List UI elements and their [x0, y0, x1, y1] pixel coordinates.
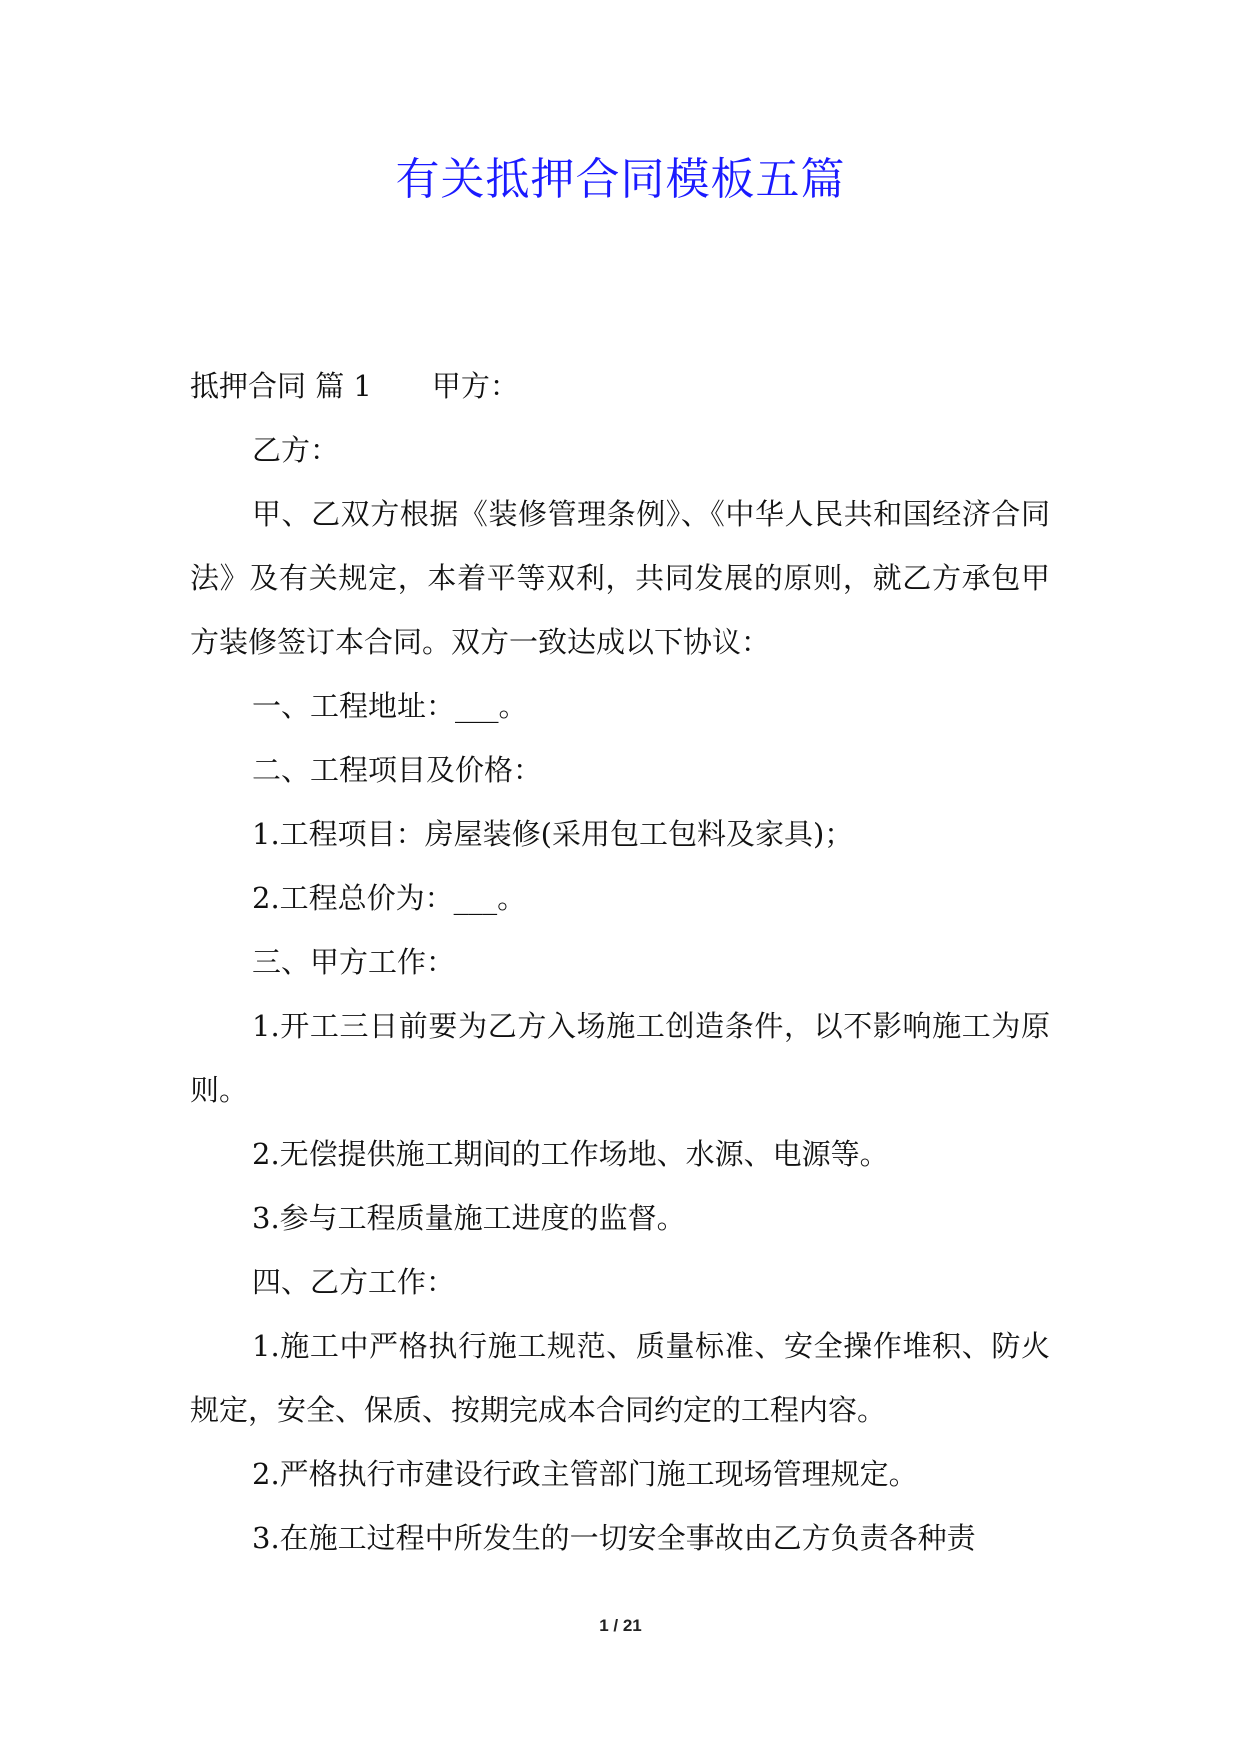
section-address: 一、工程地址：___。	[252, 689, 528, 723]
document-title: 有关抵押合同模板五篇	[395, 154, 846, 205]
item-b-2: 2.严格执行市建设行政主管部门施工现场管理规定。	[252, 1457, 918, 1491]
section-party-b-work: 四、乙方工作：	[252, 1265, 456, 1299]
page-number: 1 / 21	[599, 1616, 642, 1635]
item-b-3: 3.在施工过程中所发生的一切安全事故由乙方负责各种责	[252, 1521, 976, 1555]
item-total-price: 2.工程总价为：___。	[252, 881, 527, 915]
party-a-label: 甲方：	[431, 369, 519, 403]
item-a-1: 1.开工三日前要为乙方入场施工创造条件，以不影响施工为原则。	[190, 1009, 1050, 1107]
paragraph-preamble: 甲、乙双方根据《装修管理条例》、《中华人民共和国经济合同法》及有关规定，本着平等双利，共同发展的原则，就乙方承包甲方装修签订本合同。双方一致达成以下协议：	[190, 497, 1050, 659]
party-b-label: 乙方：	[252, 433, 340, 467]
section-party-a-work: 三、甲方工作：	[252, 945, 456, 979]
item-project: 1.工程项目：房屋装修(采用包工包料及家具)；	[252, 817, 854, 851]
item-b-1: 1.施工中严格执行施工规范、质量标准、安全操作堆积、防火规定，安全、保质、按期完成本合同约定的工程内容。	[190, 1329, 1050, 1427]
document-body	[190, 354, 1050, 1570]
section-project-price: 二、工程项目及价格：	[252, 753, 543, 787]
contract-heading: 抵押合同 篇 1	[190, 369, 372, 403]
item-a-3: 3.参与工程质量施工进度的监督。	[252, 1201, 686, 1235]
item-a-2: 2.无偿提供施工期间的工作场地、水源、电源等。	[252, 1137, 889, 1171]
contract-heading-line	[190, 354, 1050, 418]
